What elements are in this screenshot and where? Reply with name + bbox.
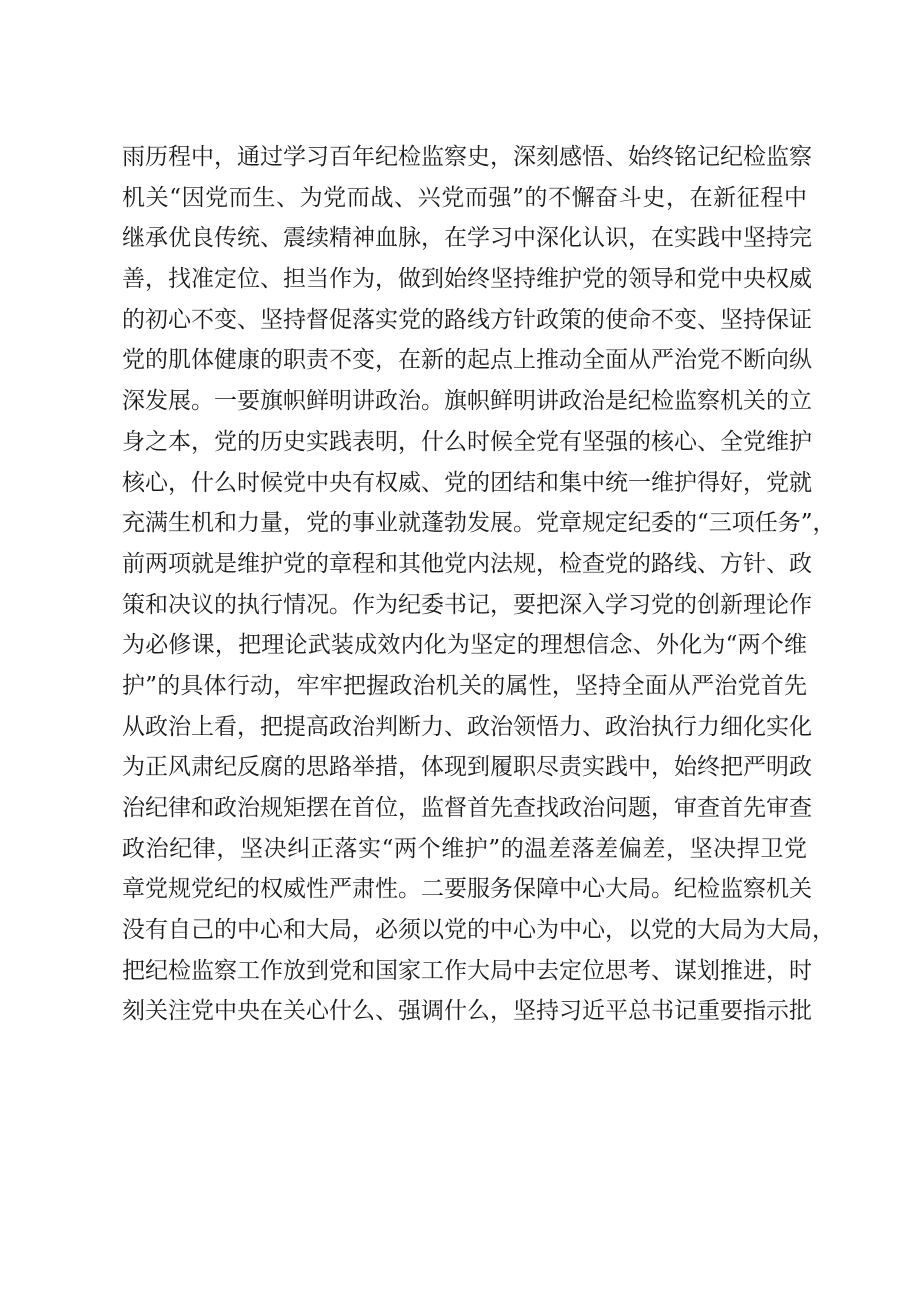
body-paragraph xyxy=(122,137,836,1032)
text-line: 机关“因党而生、为党而战、兴党而强”的不懈奋斗史，在新征程中 xyxy=(122,184,807,211)
text-line: 善，找准定位、担当作为，做到始终坚持维护党的领导和党中央权威 xyxy=(122,266,812,293)
text-line: 深发展。一要旗帜鲜明讲政治。旗帜鲜明讲政治是纪检监察机关的立 xyxy=(122,388,812,415)
text-line: 刻关注党中央在关心什么、强调什么，坚持习近平总书记重要指示批 xyxy=(122,998,812,1025)
text-line: 策和决议的执行情况。作为纪委书记，要把深入学习党的创新理论作 xyxy=(122,591,812,618)
text-line: 政治纪律，坚决纠正落实“两个维护”的温差落差偏差，坚决捍卫党 xyxy=(122,835,807,862)
text-line: 充满生机和力量，党的事业就蓬勃发展。党章规定纪委的“三项任务”， xyxy=(122,510,836,537)
text-line: 为必修课，把理论武装成效内化为坚定的理想信念、外化为“两个维 xyxy=(122,632,807,659)
text-line: 雨历程中，通过学习百年纪检监察史，深刻感悟、始终铭记纪检监察 xyxy=(122,144,812,170)
text-line: 党的肌体健康的职责不变，在新的起点上推动全面从严治党不断向纵 xyxy=(122,347,812,374)
text-line: 治纪律和政治规矩摆在首位，监督首先查找政治问题，审查首先审查 xyxy=(122,795,812,821)
text-line: 从政治上看，把提高政治判断力、政治领悟力、政治执行力细化实化 xyxy=(122,713,812,740)
text-line: 没有自己的中心和大局，必须以党的中心为中心，以党的大局为大局， xyxy=(122,917,835,944)
text-line: 继承优良传统、震续精神血脉，在学习中深化认识，在实践中坚持完 xyxy=(122,225,812,252)
text-line: 章党规党纪的权威性严肃性。二要服务保障中心大局。纪检监察机关 xyxy=(122,876,812,903)
text-line: 前两项就是维护党的章程和其他党内法规，检查党的路线、方针、政 xyxy=(122,550,812,577)
text-line: 把纪检监察工作放到党和国家工作大局中去定位思考、谋划推进，时 xyxy=(122,957,812,984)
text-line: 为正风肃纪反腐的思路举措，体现到履职尽责实践中，始终把严明政 xyxy=(122,754,812,781)
text-line: 护”的具体行动，牢牢把握政治机关的属性，坚持全面从严治党首先 xyxy=(122,672,807,699)
text-line: 身之本，党的历史实践表明，什么时候全党有坚强的核心、全党维护 xyxy=(122,428,812,455)
text-line: 的初心不变、坚持督促落实党的路线方针政策的使命不变、坚持保证 xyxy=(122,306,812,333)
text-line: 核心，什么时候党中央有权威、党的团结和集中统一维护得好，党就 xyxy=(122,469,812,496)
